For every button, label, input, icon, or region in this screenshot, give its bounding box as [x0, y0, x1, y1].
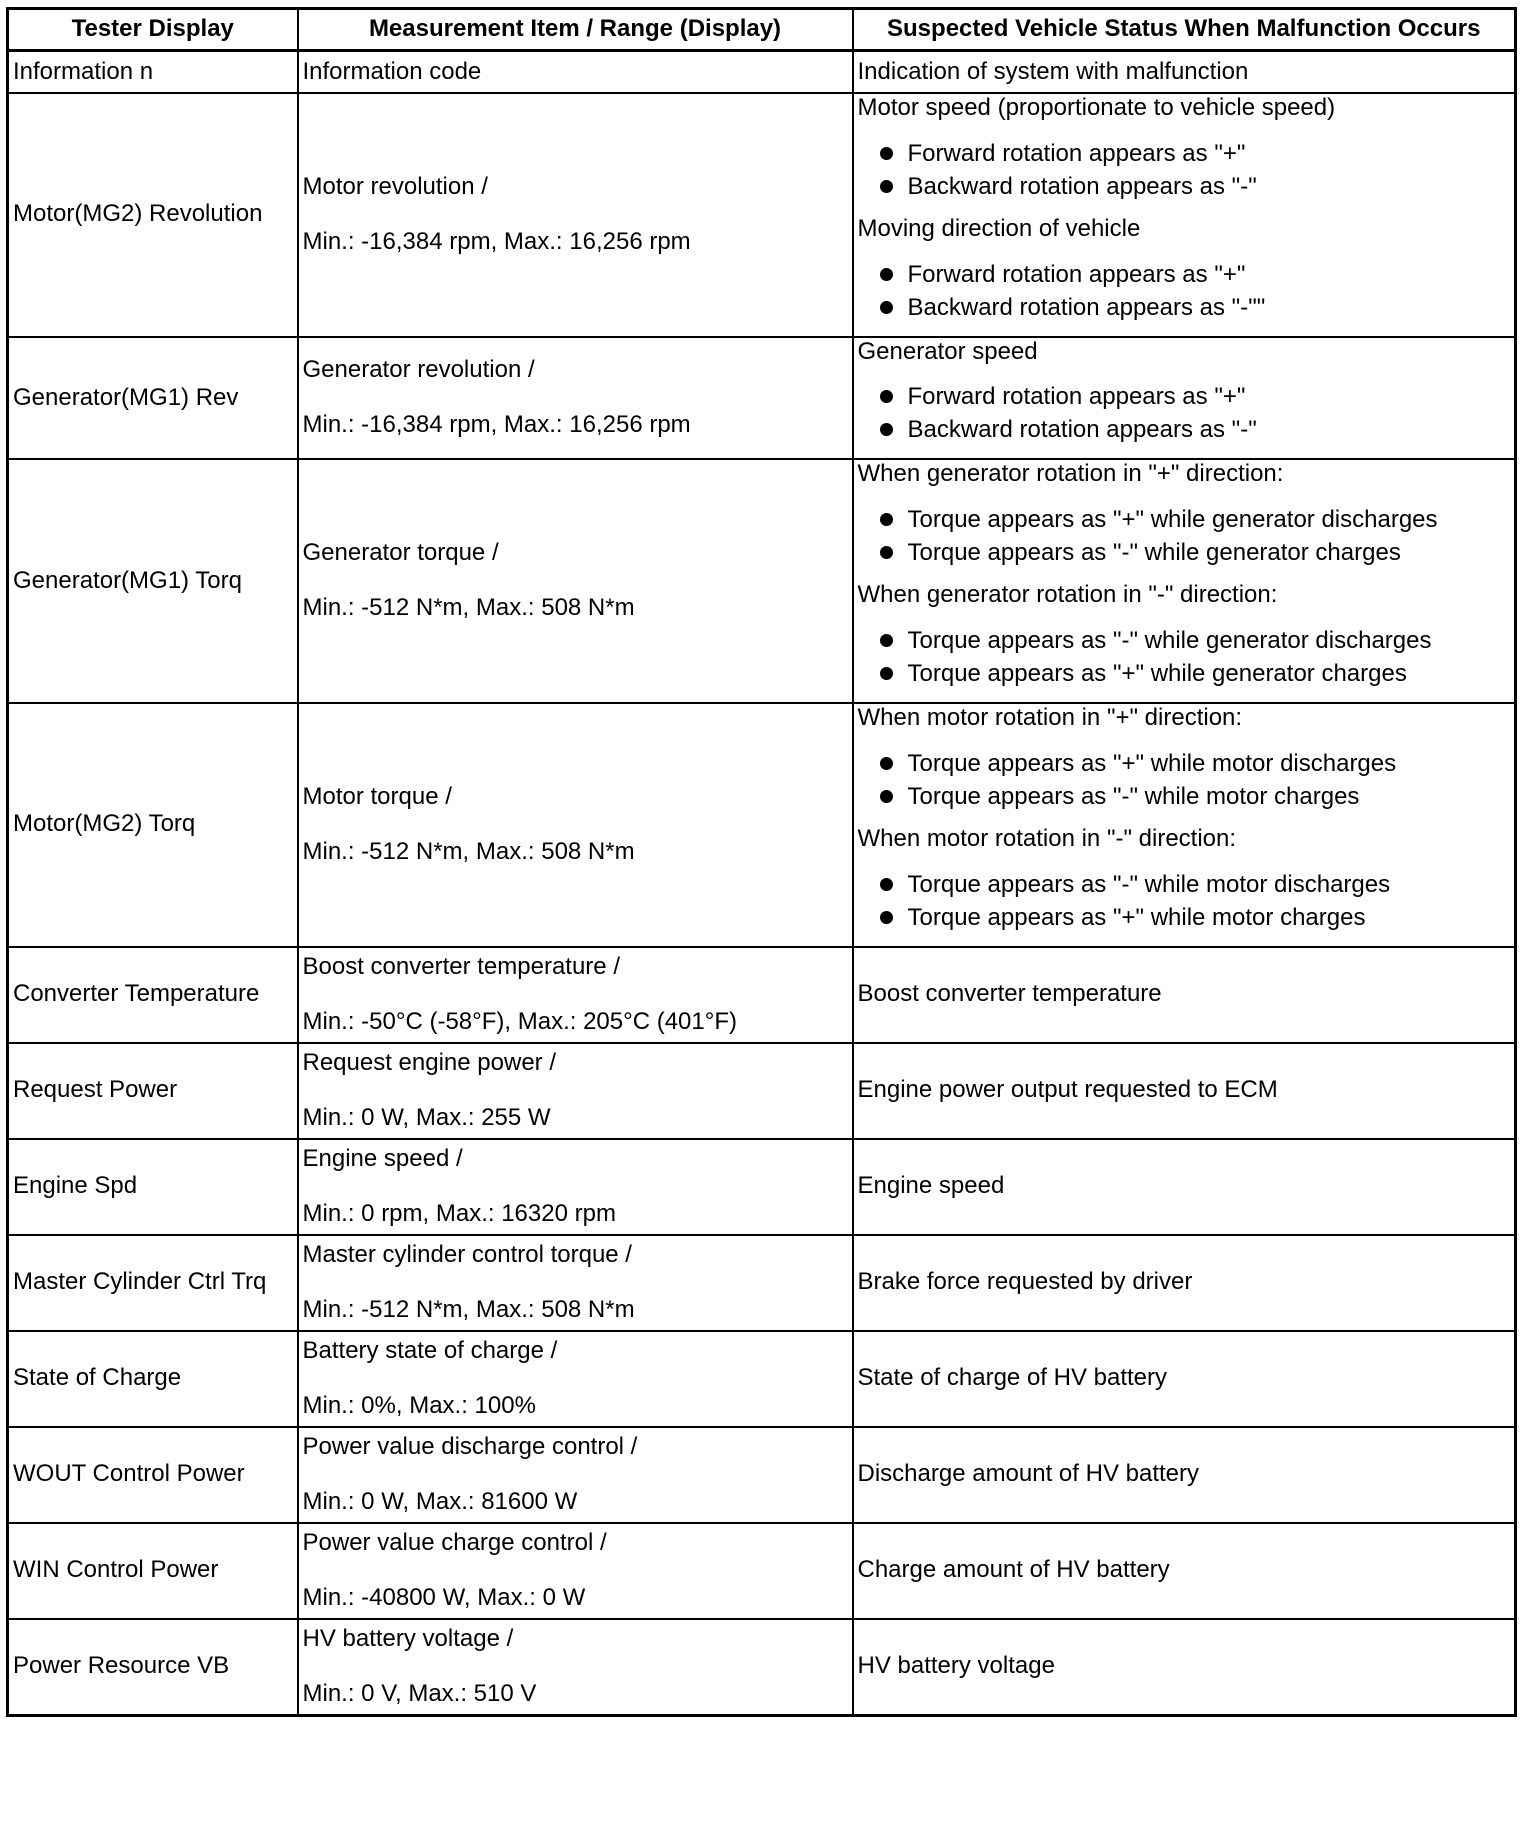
status-cell — [853, 1619, 1516, 1716]
table-row — [8, 51, 1516, 94]
measurement-range: Min.: 0 rpm, Max.: 16320 rpm — [302, 1199, 616, 1227]
measurement-cell — [298, 1235, 853, 1331]
status-bullet-item — [858, 137, 1511, 170]
status-text: Charge amount of HV battery — [857, 1556, 1170, 1584]
status-cell — [853, 51, 1516, 94]
header-measurement-item: Measurement Item / Range (Display) — [298, 9, 853, 51]
status-text: Moving direction of vehicle — [857, 214, 1141, 242]
bullet-text: Torque appears as "+" while generator discharges — [907, 506, 1438, 534]
status-cell — [853, 459, 1516, 703]
status-text: Engine power output requested to ECM — [857, 1076, 1278, 1104]
table-header — [8, 9, 1516, 51]
bullet-text: Backward rotation appears as "-" — [907, 416, 1257, 444]
tester-display-cell: WIN Control Power — [8, 1523, 298, 1619]
header-suspected-status: Suspected Vehicle Status When Malfunction Occurs — [853, 9, 1516, 51]
table-row — [8, 1331, 1516, 1427]
bullet-icon — [880, 423, 893, 436]
measurement-cell — [298, 337, 853, 460]
bullet-text: Backward rotation appears as "-"" — [907, 293, 1266, 321]
measurement-cell — [298, 1427, 853, 1523]
tester-display-cell: Engine Spd — [8, 1139, 298, 1235]
status-text: Motor speed (proportionate to vehicle speed) — [857, 94, 1336, 121]
bullet-icon — [880, 180, 893, 193]
measurement-item: Engine speed / — [302, 1144, 463, 1172]
measurement-cell — [298, 1331, 853, 1427]
status-bullet-list — [858, 137, 1511, 203]
tester-display-cell: Master Cylinder Ctrl Trq — [8, 1235, 298, 1331]
measurement-item: Power value charge control / — [302, 1528, 607, 1556]
measurement-item: Boost converter temperature / — [302, 952, 620, 980]
status-text: When generator rotation in "-" direction: — [857, 581, 1278, 609]
measurement-item: Master cylinder control torque / — [302, 1240, 632, 1268]
bullet-text: Torque appears as "+" while motor discharges — [907, 749, 1397, 777]
bullet-icon — [880, 301, 893, 314]
table-row — [8, 459, 1516, 703]
table-row — [8, 947, 1516, 1043]
measurement-range: Min.: 0 W, Max.: 255 W — [302, 1103, 551, 1131]
bullet-text: Backward rotation appears as "-" — [907, 172, 1257, 200]
status-text: HV battery voltage — [857, 1652, 1055, 1680]
status-bullet-item — [858, 380, 1511, 413]
tester-display-cell: State of Charge — [8, 1331, 298, 1427]
bullet-text: Torque appears as "+" while generator charges — [907, 659, 1407, 687]
status-bullet-list — [858, 747, 1511, 813]
measurement-item: Power value discharge control / — [302, 1432, 638, 1460]
measurement-range: Min.: -512 N*m, Max.: 508 N*m — [302, 1295, 635, 1323]
bullet-text: Torque appears as "-" while generator discharges — [907, 626, 1432, 654]
measurement-range: Min.: -512 N*m, Max.: 508 N*m — [302, 594, 635, 622]
tester-data-table — [6, 7, 1517, 1717]
status-text: Indication of system with malfunction — [857, 57, 1249, 85]
bullet-text: Torque appears as "-" while motor charges — [907, 782, 1360, 810]
tester-display-cell: Information n — [8, 51, 298, 94]
measurement-cell — [298, 1619, 853, 1716]
table-row — [8, 1427, 1516, 1523]
bullet-icon — [880, 911, 893, 924]
tester-display-cell: Generator(MG1) Torq — [8, 459, 298, 703]
status-cell — [853, 1235, 1516, 1331]
tester-display-cell: Power Resource VB — [8, 1619, 298, 1716]
table-row — [8, 337, 1516, 460]
status-bullet-item — [858, 657, 1511, 690]
status-cell — [853, 1427, 1516, 1523]
tester-display-cell: Generator(MG1) Rev — [8, 337, 298, 460]
status-bullet-item — [858, 747, 1511, 780]
status-bullet-item — [858, 868, 1511, 901]
status-bullet-item — [858, 536, 1511, 569]
status-bullet-item — [858, 258, 1511, 291]
measurement-cell — [298, 51, 853, 94]
status-cell — [853, 703, 1516, 947]
status-cell — [853, 93, 1516, 337]
status-cell — [853, 337, 1516, 460]
measurement-range: Min.: -40800 W, Max.: 0 W — [302, 1583, 586, 1611]
status-bullet-list — [858, 503, 1511, 569]
measurement-item: HV battery voltage / — [302, 1624, 514, 1652]
tester-display-cell: Request Power — [8, 1043, 298, 1139]
measurement-item: Battery state of charge / — [302, 1336, 558, 1364]
status-text: State of charge of HV battery — [857, 1364, 1168, 1392]
measurement-range: Min.: -16,384 rpm, Max.: 16,256 rpm — [302, 410, 691, 438]
status-bullet-item — [858, 780, 1511, 813]
status-cell — [853, 1139, 1516, 1235]
bullet-icon — [880, 268, 893, 281]
status-bullet-item — [858, 503, 1511, 536]
status-bullet-list — [858, 624, 1511, 690]
table-row — [8, 1139, 1516, 1235]
measurement-range: Min.: -16,384 rpm, Max.: 16,256 rpm — [302, 227, 691, 255]
tester-display-cell: Converter Temperature — [8, 947, 298, 1043]
measurement-range: Min.: -50°C (-58°F), Max.: 205°C (401°F) — [302, 1007, 737, 1035]
bullet-icon — [880, 878, 893, 891]
status-bullet-list — [858, 258, 1511, 324]
status-bullet-list — [858, 380, 1511, 446]
status-bullet-item — [858, 901, 1511, 934]
measurement-cell — [298, 947, 853, 1043]
measurement-item: Generator torque / — [302, 539, 499, 567]
measurement-item: Motor revolution / — [302, 173, 488, 200]
status-bullet-item — [858, 170, 1511, 203]
measurement-range: Min.: 0 W, Max.: 81600 W — [302, 1487, 578, 1515]
table-row — [8, 1235, 1516, 1331]
measurement-cell — [298, 1043, 853, 1139]
measurement-cell — [298, 459, 853, 703]
measurement-range: Min.: -512 N*m, Max.: 508 N*m — [302, 837, 635, 865]
status-text: When motor rotation in "-" direction: — [857, 824, 1237, 852]
bullet-icon — [880, 147, 893, 160]
bullet-icon — [880, 667, 893, 680]
status-bullet-list — [858, 868, 1511, 934]
header-tester-display: Tester Display — [8, 9, 298, 51]
tester-display-cell: WOUT Control Power — [8, 1427, 298, 1523]
bullet-icon — [880, 513, 893, 526]
bullet-icon — [880, 390, 893, 403]
table-body — [8, 51, 1516, 1716]
bullet-icon — [880, 546, 893, 559]
bullet-text: Torque appears as "+" while motor charges — [907, 903, 1366, 931]
status-text: Brake force requested by driver — [857, 1268, 1193, 1296]
measurement-item: Generator revolution / — [302, 356, 535, 384]
status-bullet-item — [858, 624, 1511, 657]
bullet-text: Torque appears as "-" while generator charges — [907, 539, 1401, 567]
table-row — [8, 93, 1516, 337]
table-row — [8, 703, 1516, 947]
status-text: Discharge amount of HV battery — [857, 1460, 1199, 1488]
bullet-icon — [880, 757, 893, 770]
status-bullet-item — [858, 291, 1511, 324]
table-row — [8, 1619, 1516, 1716]
status-text: Generator speed — [857, 337, 1038, 365]
measurement-cell — [298, 93, 853, 337]
status-cell — [853, 1043, 1516, 1139]
status-text: Boost converter temperature — [857, 980, 1162, 1008]
tester-display-cell: Motor(MG2) Revolution — [8, 93, 298, 337]
measurement-item: Information code — [302, 57, 482, 85]
bullet-text: Torque appears as "-" while motor discharges — [907, 870, 1391, 898]
measurement-item: Request engine power / — [302, 1048, 556, 1076]
measurement-item: Motor torque / — [302, 782, 452, 810]
header-row — [8, 9, 1516, 51]
bullet-icon — [880, 790, 893, 803]
status-text: Engine speed — [857, 1172, 1005, 1200]
measurement-range: Min.: 0 V, Max.: 510 V — [302, 1679, 537, 1707]
bullet-text: Forward rotation appears as "+" — [907, 260, 1246, 288]
table-row — [8, 1043, 1516, 1139]
table-row — [8, 1523, 1516, 1619]
measurement-cell — [298, 1139, 853, 1235]
bullet-text: Forward rotation appears as "+" — [907, 383, 1246, 411]
status-cell — [853, 1523, 1516, 1619]
measurement-range: Min.: 0%, Max.: 100% — [302, 1391, 536, 1419]
measurement-cell — [298, 1523, 853, 1619]
status-text: When motor rotation in "+" direction: — [857, 703, 1243, 731]
status-cell — [853, 947, 1516, 1043]
measurement-cell — [298, 703, 853, 947]
status-cell — [853, 1331, 1516, 1427]
bullet-text: Forward rotation appears as "+" — [907, 139, 1246, 167]
tester-display-cell: Motor(MG2) Torq — [8, 703, 298, 947]
status-bullet-item — [858, 413, 1511, 446]
status-text: When generator rotation in "+" direction: — [857, 460, 1284, 488]
bullet-icon — [880, 634, 893, 647]
